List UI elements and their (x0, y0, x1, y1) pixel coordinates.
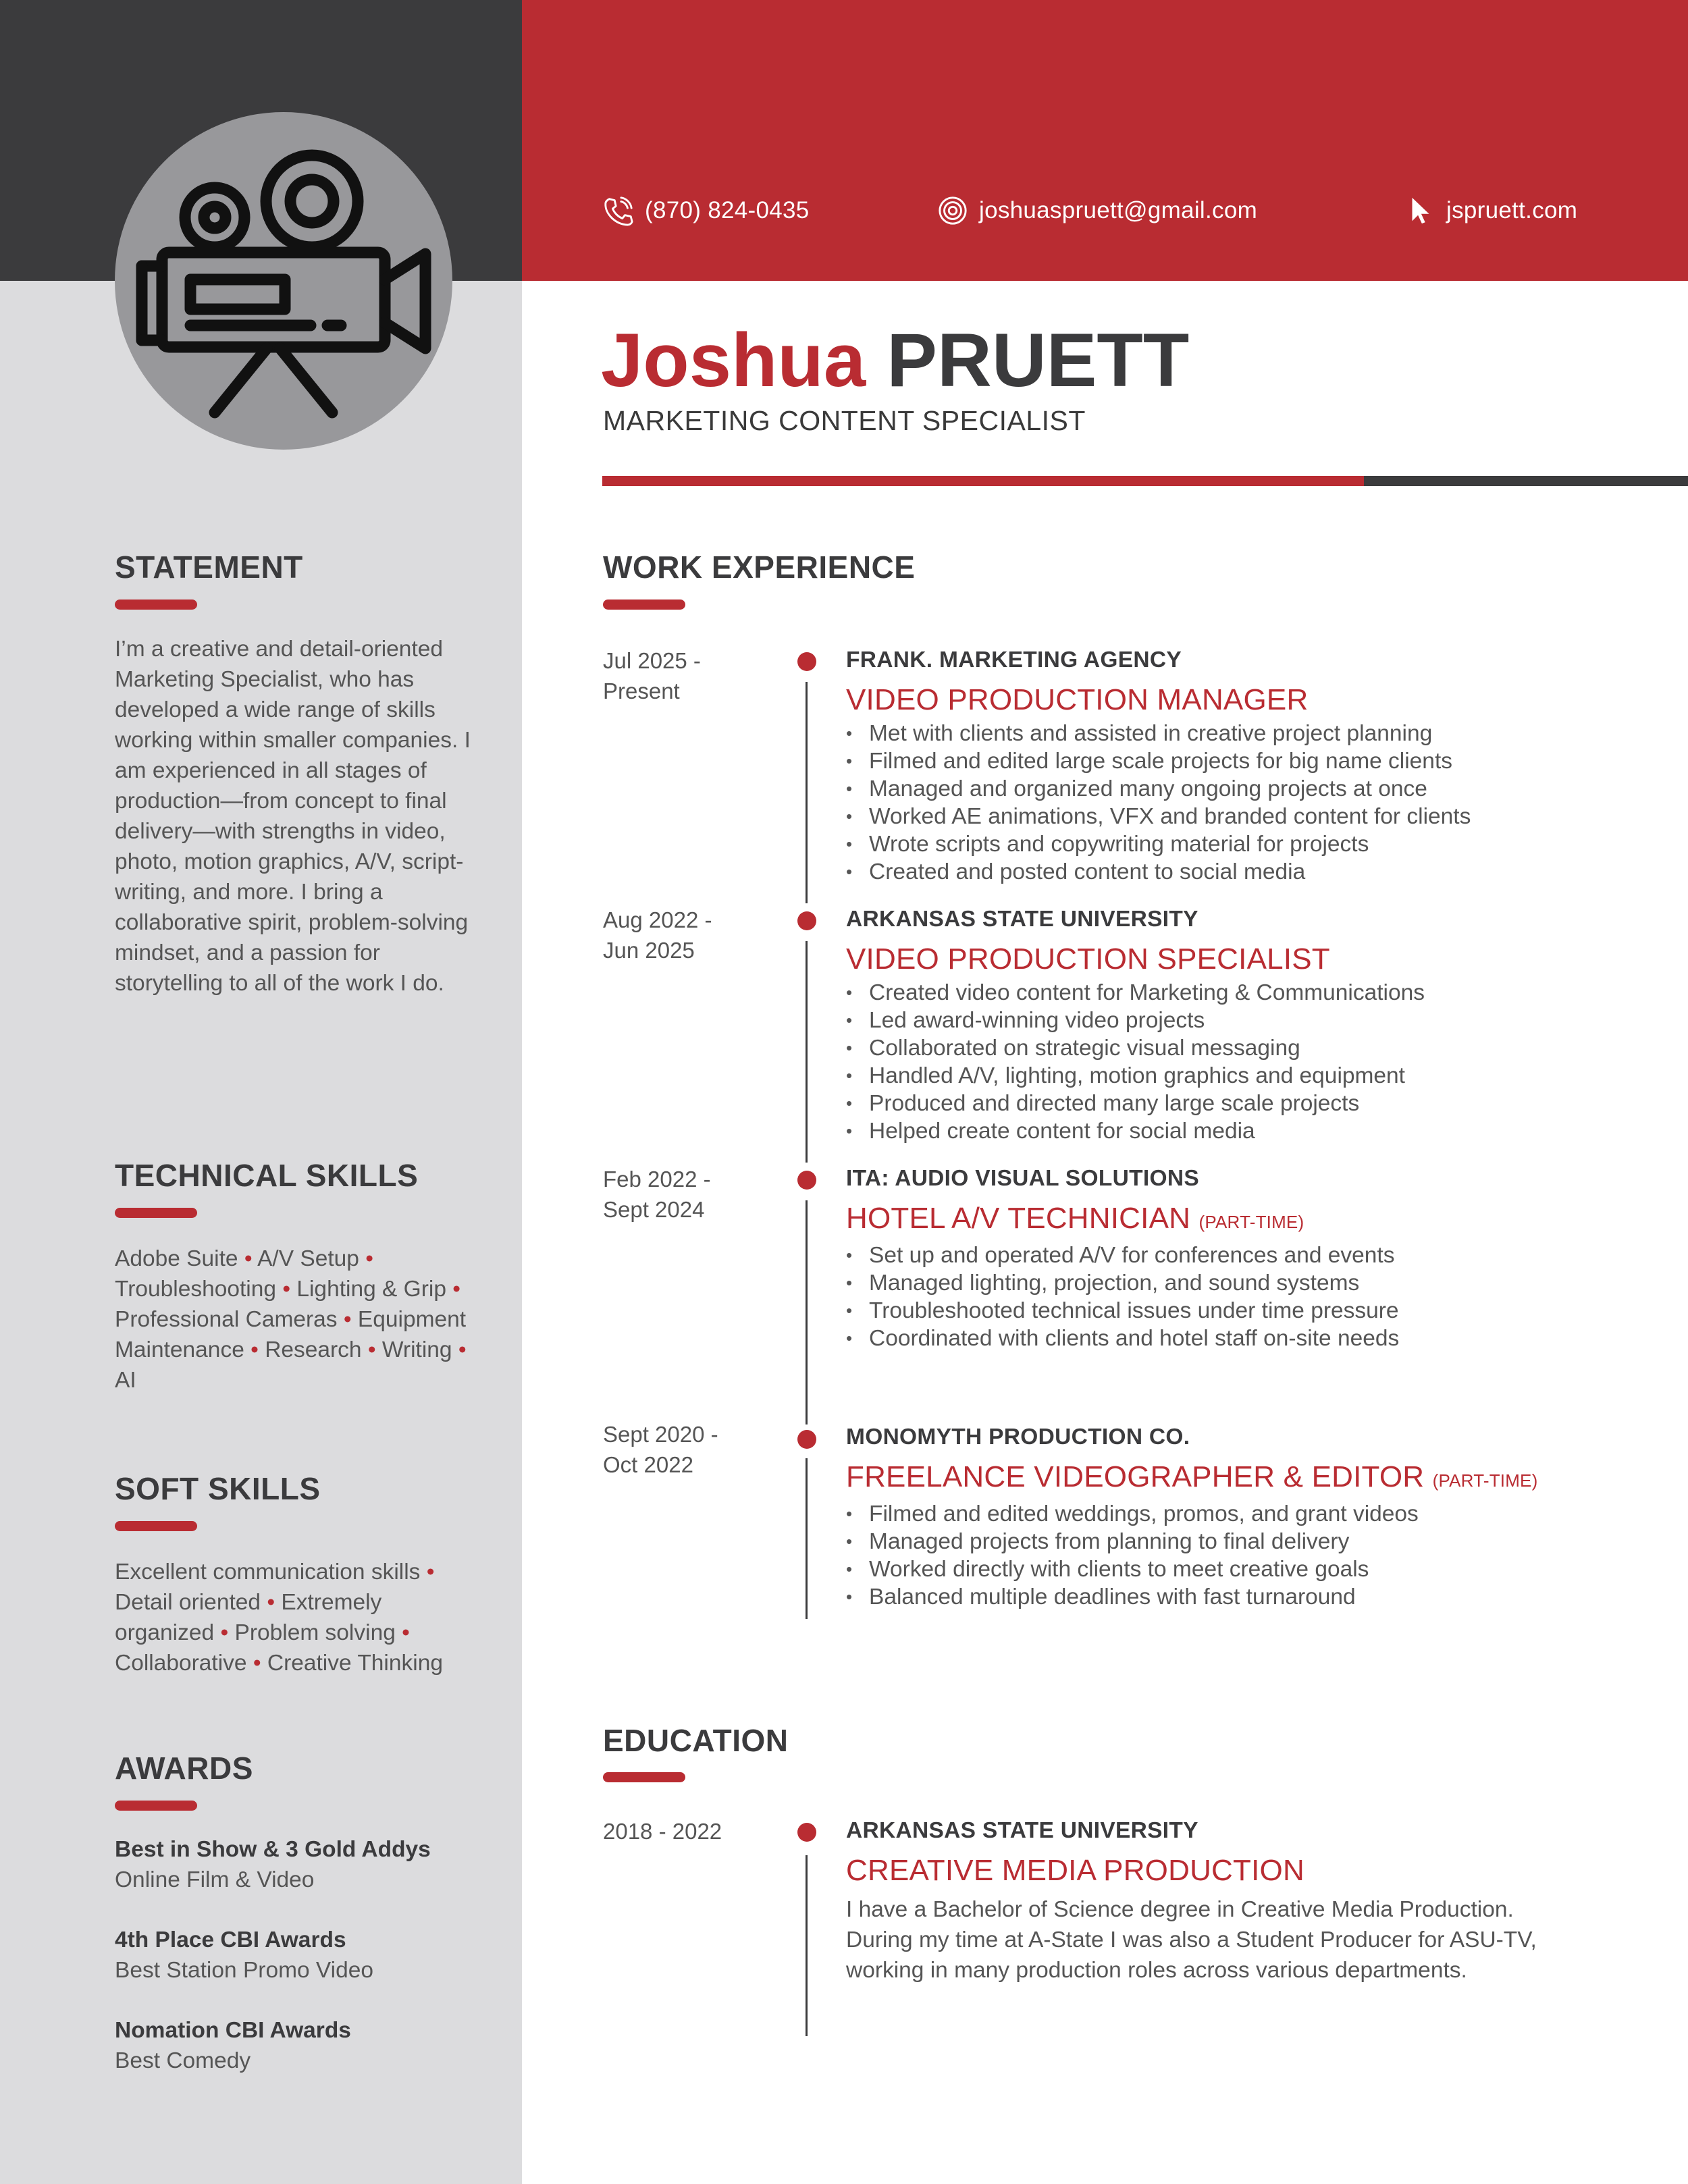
job-organization: MONOMYTH PRODUCTION CO. (846, 1424, 1190, 1449)
email-address: joshuaspruett@gmail.com (979, 197, 1258, 223)
skill-item: Equipment Maintenance (115, 1307, 467, 1362)
duty-item: • Met with clients and assisted in creative project planning (846, 720, 1656, 747)
work-experience-heading-rule (603, 600, 685, 610)
avatar (115, 112, 452, 450)
job-entry (846, 645, 1656, 886)
job-date-end: Jun 2025 (603, 938, 695, 963)
technical-skills-list: Adobe Suite • A/V Setup • Troubleshooting • Lighting & Grip • Professional Cameras • Equipment Maintenance • Research • Writing • AI (115, 1246, 467, 1393)
work-experience-heading: WORK EXPERIENCE (603, 550, 916, 585)
name-divider-accent (602, 476, 1364, 486)
job-role-title: VIDEO PRODUCTION MANAGER (846, 683, 1309, 716)
education-heading-rule (603, 1772, 685, 1782)
header-band (522, 0, 1688, 281)
job-date-end: Oct 2022 (603, 1452, 693, 1477)
job-duties (846, 720, 1656, 886)
award-category: Best Station Promo Video (115, 1958, 373, 1983)
timeline-line (806, 682, 808, 903)
phone-number: (870) 824-0435 (645, 197, 810, 223)
job-duties (846, 1242, 1656, 1352)
job-organization: ITA: AUDIO VISUAL SOLUTIONS (846, 1166, 1200, 1191)
duty-item: • Balanced multiple deadlines with fast turnaround (846, 1583, 1656, 1611)
duty-item: • Wrote scripts and copywriting material for projects (846, 830, 1656, 858)
timeline-dot (797, 1823, 816, 1842)
duty-item: • Helped create content for social media (846, 1117, 1656, 1145)
statement-heading: STATEMENT (115, 550, 303, 585)
job-date-start: Feb 2022 - (603, 1167, 711, 1192)
job-role (846, 1199, 1656, 1242)
job-role-tag: (PART-TIME) (1198, 1212, 1304, 1232)
award-category: Online Film & Video (115, 1867, 315, 1892)
job-date-end: Sept 2024 (603, 1197, 705, 1222)
duty-item: • Led award-winning video projects (846, 1007, 1656, 1034)
timeline-dot (797, 652, 816, 671)
contact-website[interactable] (1404, 193, 1577, 228)
award-category: Best Comedy (115, 2048, 251, 2073)
award-title: Best in Show & 3 Gold Addys (115, 1837, 431, 1862)
skill-item: Collaborative (115, 1651, 247, 1676)
job-role-tag: (PART-TIME) (1432, 1470, 1538, 1491)
skill-item: Adobe Suite (115, 1246, 238, 1271)
education-institution: ARKANSAS STATE UNIVERSITY (846, 1818, 1198, 1843)
full-name (601, 318, 1190, 402)
timeline-dot (797, 911, 816, 930)
duty-item: • Filmed and edited large scale projects for big name clients (846, 747, 1656, 775)
contact-phone[interactable] (603, 193, 810, 228)
skill-item: Research (265, 1337, 362, 1362)
duty-item: • Managed projects from planning to final delivery (846, 1528, 1656, 1555)
statement-text: I’m a creative and detail-oriented Marketing Specialist, who has developed a wide range of skills working within smaller companies. I am experienced in all stages of production—from concept to final delivery—with strengths in video, photo, motion graphics, A/V, script-writing, and more. I bring a collaborative spirit, problem-solving mindset, and a passion for storytelling to all of the work I do. (115, 637, 471, 996)
skill-item: Detail oriented (115, 1590, 261, 1615)
duty-item: • Managed and organized many ongoing projects at once (846, 775, 1656, 803)
job-entry (846, 905, 1656, 1145)
duty-item: • Worked AE animations, VFX and branded content for clients (846, 803, 1656, 830)
timeline-line (806, 1855, 808, 2036)
skill-item: Lighting & Grip (296, 1277, 446, 1302)
awards-heading-rule (115, 1801, 197, 1811)
duty-item: • Coordinated with clients and hotel staff on-site needs (846, 1325, 1656, 1352)
phone-icon (603, 195, 634, 226)
skill-item: Problem solving (234, 1620, 396, 1645)
job-role (846, 940, 1656, 979)
job-date-start: Sept 2020 - (603, 1422, 718, 1447)
duty-item: • Created and posted content to social media (846, 858, 1656, 886)
duty-item: • Set up and operated A/V for conferences and events (846, 1242, 1656, 1269)
soft-skills-heading-rule (115, 1521, 197, 1531)
skill-item: Extremely organized (115, 1590, 382, 1645)
job-role (846, 1458, 1656, 1500)
job-title: MARKETING CONTENT SPECIALIST (603, 405, 1086, 436)
skill-item: A/V Setup (257, 1246, 359, 1271)
education-description: I have a Bachelor of Science degree in Creative Media Production. During my time at A-State I was also a Student Producer for ASU-TV, working in many production roles across various departments. (846, 1897, 1537, 1983)
duty-item: • Produced and directed many large scale projects (846, 1090, 1656, 1117)
cursor-icon (1404, 195, 1435, 226)
job-date-start: Jul 2025 - (603, 648, 701, 673)
timeline-dot (797, 1430, 816, 1449)
duty-item: • Created video content for Marketing & Communications (846, 979, 1656, 1007)
duty-item: • Handled A/V, lighting, motion graphics and equipment (846, 1062, 1656, 1090)
timeline-line (806, 1458, 808, 1619)
website-url: jspruett.com (1446, 197, 1578, 223)
job-role-title: HOTEL A/V TECHNICIAN (846, 1202, 1191, 1235)
timeline-dot (797, 1171, 816, 1190)
soft-skills-list: Excellent communication skills • Detail oriented • Extremely organized • Problem solving • Collaborative • Creative Thinking (115, 1560, 443, 1676)
job-date (603, 905, 779, 965)
statement-heading-rule (115, 600, 197, 610)
award-title: 4th Place CBI Awards (115, 1927, 346, 1952)
job-entry (846, 1422, 1656, 1611)
skill-item: Creative Thinking (267, 1651, 443, 1676)
job-date-start: Aug 2022 - (603, 907, 712, 932)
job-organization: ARKANSAS STATE UNIVERSITY (846, 907, 1198, 932)
at-sign-icon (937, 195, 968, 226)
film-camera-icon (115, 112, 452, 450)
last-name: PRUETT (887, 318, 1190, 402)
skill-item: Writing (381, 1337, 452, 1362)
job-role (846, 681, 1656, 720)
job-entry (846, 1164, 1656, 1352)
job-organization: FRANK. MARKETING AGENCY (846, 647, 1182, 672)
award-item (115, 1925, 493, 1986)
skill-item: AI (115, 1368, 136, 1393)
job-date (603, 1419, 779, 1480)
duty-item: • Collaborated on strategic visual messaging (846, 1034, 1656, 1062)
award-item (115, 2015, 493, 2076)
name-divider-dark (1364, 476, 1688, 486)
job-role-title: VIDEO PRODUCTION SPECIALIST (846, 942, 1330, 976)
education-entry (846, 1816, 1656, 1986)
education-heading: EDUCATION (603, 1723, 789, 1758)
job-duties (846, 979, 1656, 1145)
duty-item: • Troubleshooted technical issues under time pressure (846, 1297, 1656, 1325)
technical-skills-heading: TECHNICAL SKILLS (115, 1158, 419, 1193)
first-name: Joshua (601, 318, 866, 402)
technical-skills-heading-rule (115, 1208, 197, 1218)
education-program: CREATIVE MEDIA PRODUCTION (846, 1854, 1304, 1887)
skill-item: Professional Cameras (115, 1307, 338, 1332)
timeline-line (806, 941, 808, 1163)
duty-item: • Managed lighting, projection, and sound systems (846, 1269, 1656, 1297)
job-date (603, 645, 779, 706)
skill-item: Excellent communication skills (115, 1560, 421, 1584)
job-duties (846, 1500, 1656, 1611)
job-date (603, 1164, 779, 1225)
education-date: 2018 - 2022 (603, 1819, 722, 1844)
skill-item: Troubleshooting (115, 1277, 276, 1302)
contact-email[interactable] (937, 193, 1257, 228)
award-item (115, 1834, 493, 1895)
timeline-line (806, 1200, 808, 1424)
job-date-end: Present (603, 678, 680, 703)
duty-item: • Filmed and edited weddings, promos, and grant videos (846, 1500, 1656, 1528)
award-title: Nomation CBI Awards (115, 2018, 351, 2043)
awards-heading: AWARDS (115, 1751, 253, 1786)
soft-skills-heading: SOFT SKILLS (115, 1471, 321, 1506)
duty-item: • Worked directly with clients to meet creative goals (846, 1555, 1656, 1583)
job-role-title: FREELANCE VIDEOGRAPHER & EDITOR (846, 1460, 1425, 1493)
